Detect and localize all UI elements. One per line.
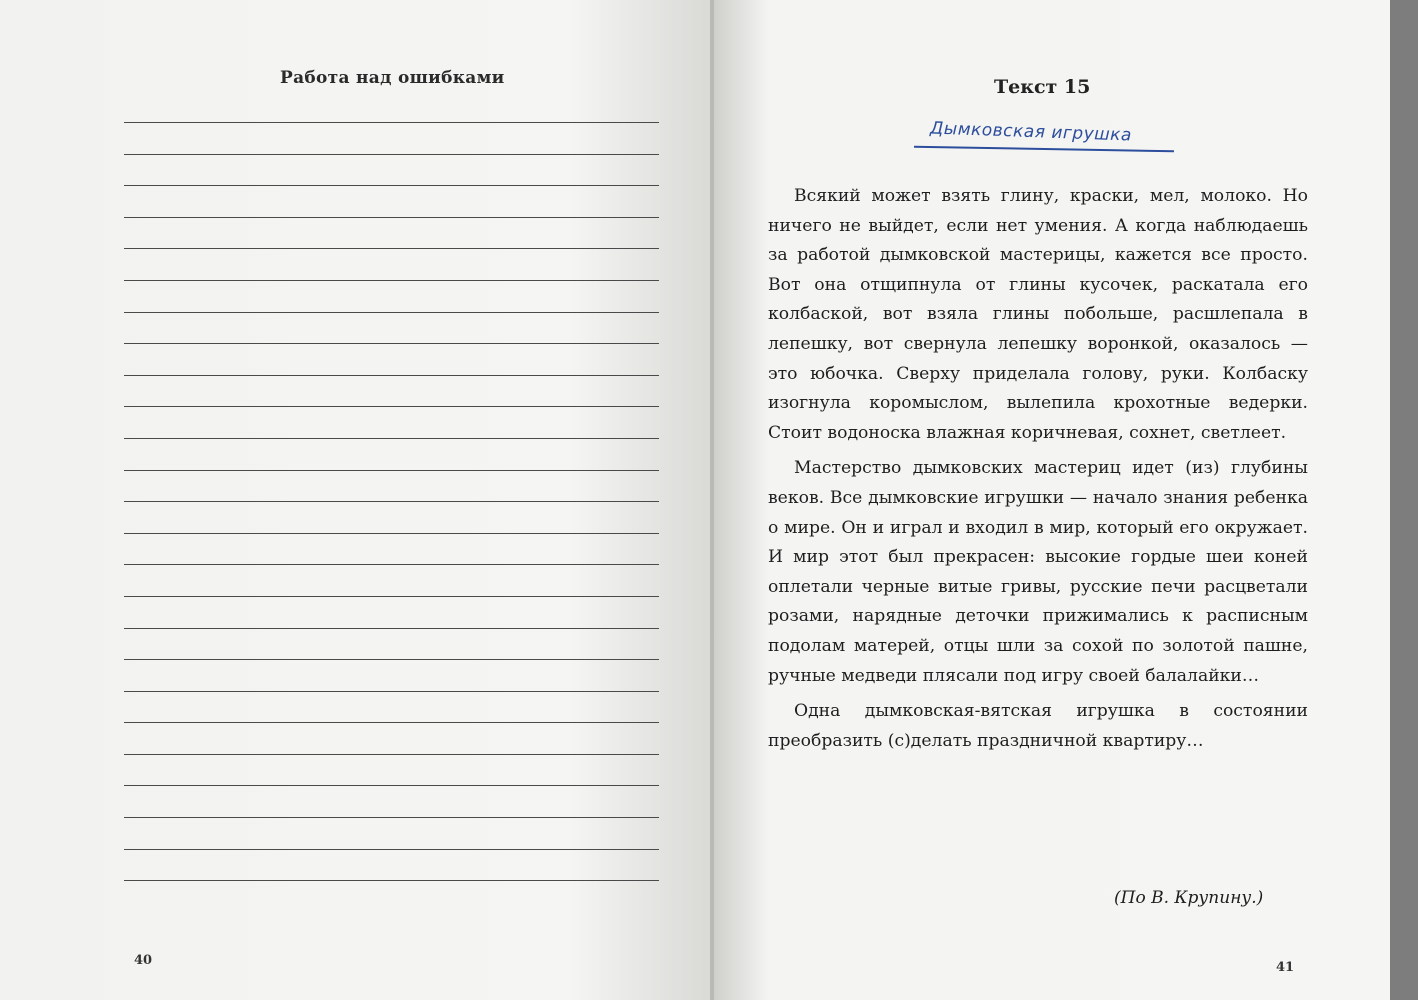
ruled-line	[124, 785, 659, 786]
ruled-line	[124, 406, 659, 407]
ruled-line	[124, 754, 659, 755]
ruled-line	[124, 470, 659, 471]
ruled-line	[124, 438, 659, 439]
ruled-line	[124, 248, 659, 249]
ruled-line	[124, 628, 659, 629]
ruled-line	[124, 817, 659, 818]
ruled-line	[124, 122, 659, 123]
left-page-title: Работа над ошибками	[280, 68, 505, 88]
left-page-number: 40	[134, 953, 153, 968]
text-heading: Текст 15	[994, 76, 1091, 98]
ruled-line	[124, 564, 659, 565]
ruled-lines	[124, 122, 659, 912]
ruled-line	[124, 849, 659, 850]
right-page-number: 41	[1276, 960, 1295, 975]
ruled-line	[124, 185, 659, 186]
ruled-line	[124, 217, 659, 218]
ruled-line	[124, 343, 659, 344]
text-body	[768, 182, 1308, 762]
paragraph-1: Всякий может взять глину, краски, мел, молоко. Но ничего не выйдет, если нет умения. А когда наблюдаешь за работой дымковской мастерицы, кажется все просто. Вот она отщипнула от глины кусочек, раскатала его колбаской, вот взяла глины побольше, расшлепала в лепешку, вот свернула лепешку воронкой, оказалось — это юбочка. Сверху приделала голову, руки. Колбаску изогнула коромыслом, вылепила крохотные ведерки. Стоит водоноска влажная коричневая, сохнет, светлеет.	[768, 186, 1308, 443]
ruled-line	[124, 880, 659, 881]
ruled-line	[124, 154, 659, 155]
ruled-line	[124, 375, 659, 376]
ruled-line	[124, 501, 659, 502]
ruled-line	[124, 533, 659, 534]
paragraph-3: Одна дымковская-вятская игрушка в состоянии преобразить (с)делать праздничной квартиру…	[768, 701, 1308, 751]
page-edge-shadow	[1390, 0, 1418, 1000]
ruled-line	[124, 312, 659, 313]
ruled-line	[124, 722, 659, 723]
text-source: (По В. Крупину.)	[1114, 888, 1264, 908]
handwritten-title: Дымковская игрушка	[929, 118, 1133, 146]
ruled-line	[124, 659, 659, 660]
ruled-line	[124, 596, 659, 597]
paragraph-2: Мастерство дымковских мастериц идет (из) глубины веков. Все дымковские игрушки — начало знания ребенка о мире. Он и играл и входил в мир, который его окружает. И мир этот был прекрасен: высокие гордые шеи коней оплетали черные витые гривы, русские печи расцветали розами, нарядные деточки прижимались к расписным подолам матерей, отцы шли за сохой по золотой пашне, ручные медведи плясали под игру своей балалайки…	[768, 458, 1308, 686]
ruled-line	[124, 691, 659, 692]
ruled-line	[124, 280, 659, 281]
